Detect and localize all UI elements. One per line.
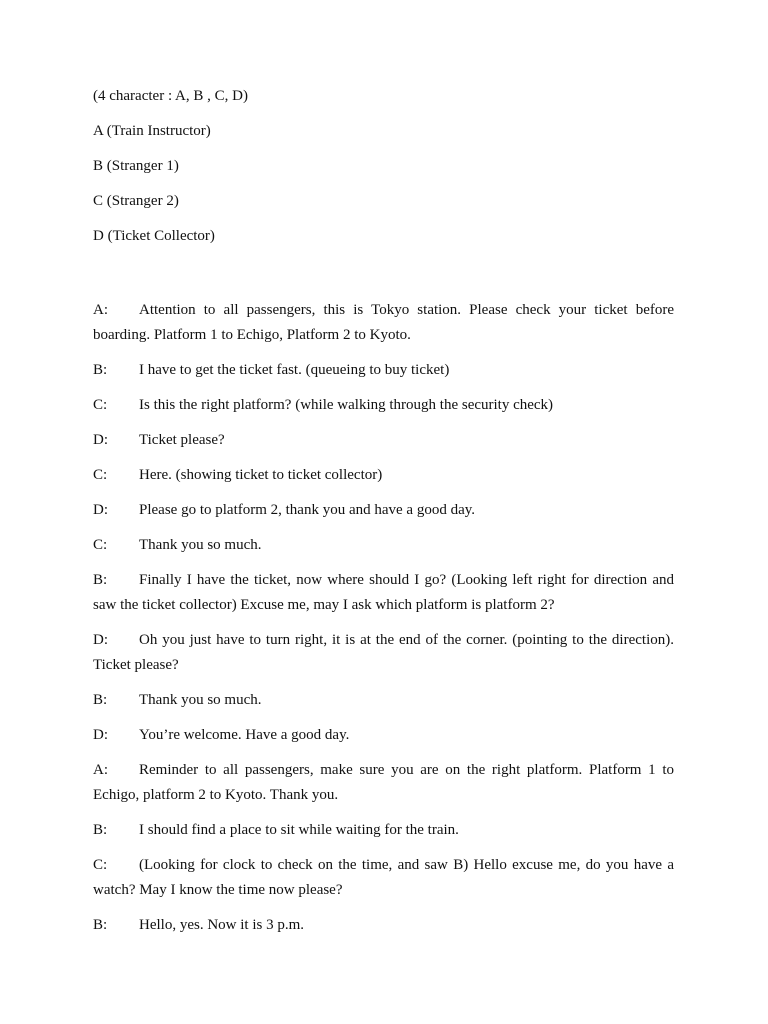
cast-member: A (Train Instructor) [93,123,211,139]
speaker-label: C: [93,537,108,553]
dialogue-line [93,298,674,348]
cast-member: B (Stranger 1) [93,158,179,174]
dialogue-text: Oh you just have to turn right, it is at the end of the corner. (pointing to the direction). Ticket please? [93,632,674,673]
dialogue-text: Hello, yes. Now it is 3 p.m. [139,917,304,933]
speaker-label: D: [93,432,108,448]
dialogue-text: Reminder to all passengers, make sure you are on the right platform. Platform 1 to Echigo, platform 2 to Kyoto. Thank you. [93,762,674,803]
dialogue-line [93,498,674,523]
dialogue-line [93,533,674,558]
dialogue-list [93,298,674,938]
script-page [93,84,674,948]
dialogue-line [93,428,674,453]
dialogue-text: I should find a place to sit while waiting for the train. [139,822,459,838]
speaker-label: D: [93,632,108,648]
speaker-label: D: [93,727,108,743]
dialogue-line [93,463,674,488]
speaker-label: C: [93,857,108,873]
cast-member: C (Stranger 2) [93,193,179,209]
dialogue-text: Finally I have the ticket, now where should I go? (Looking left right for direction and saw the ticket collector) Excuse me, may I ask which platform is platform 2? [93,572,674,613]
dialogue-line [93,568,674,618]
dialogue-text: Thank you so much. [139,537,262,553]
dialogue-line [93,393,674,418]
speaker-label: B: [93,572,108,588]
dialogue-text: I have to get the ticket fast. (queueing to buy ticket) [139,362,450,378]
speaker-label: B: [93,822,108,838]
dialogue-text: Here. (showing ticket to ticket collector) [139,467,383,483]
section-spacer [93,259,674,298]
dialogue-line [93,628,674,678]
cast-intro: (4 character : A, B , C, D) [93,88,248,104]
speaker-label: B: [93,692,108,708]
speaker-label: A: [93,762,108,778]
dialogue-text: Attention to all passengers, this is Tokyo station. Please check your ticket before boarding. Platform 1 to Echigo, Platform 2 to Kyoto. [93,302,674,343]
dialogue-text: (Looking for clock to check on the time, and saw B) Hello excuse me, do you have a watch? May I know the time now please? [93,857,674,898]
speaker-label: D: [93,502,108,518]
speaker-label: C: [93,467,108,483]
dialogue-text: Is this the right platform? (while walking through the security check) [139,397,554,413]
dialogue-line [93,818,674,843]
speaker-label: B: [93,362,108,378]
dialogue-text: Ticket please? [139,432,225,448]
dialogue-line [93,913,674,938]
dialogue-line [93,758,674,808]
cast-member: D (Ticket Collector) [93,228,215,244]
dialogue-line [93,853,674,903]
dialogue-text: Please go to platform 2, thank you and have a good day. [139,502,476,518]
speaker-label: B: [93,917,108,933]
speaker-label: C: [93,397,108,413]
dialogue-line [93,688,674,713]
dialogue-line [93,358,674,383]
dialogue-text: Thank you so much. [139,692,262,708]
speaker-label: A: [93,302,108,318]
dialogue-text: You’re welcome. Have a good day. [139,727,350,743]
dialogue-line [93,723,674,748]
